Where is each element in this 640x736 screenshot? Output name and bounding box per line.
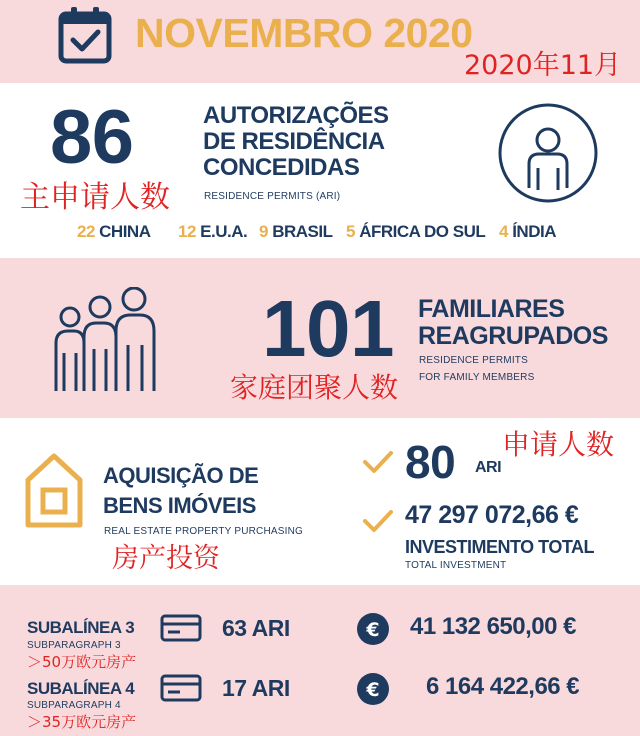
- country-name: BRASIL: [272, 222, 333, 241]
- ari-purchase-label: ARI: [475, 459, 502, 476]
- family-subtitle-line1: RESIDENCE PERMITS: [419, 355, 528, 366]
- real-estate-note-zh: 房产投资: [112, 543, 220, 574]
- page-title-zh: 2020年11月: [464, 50, 622, 81]
- country-count: 12: [178, 222, 196, 241]
- euro-icon: [356, 672, 390, 706]
- subparagraph-note-zh: ＞50万欧元房产: [27, 653, 137, 671]
- ari-purchase-note-zh: 申请人数: [502, 428, 615, 461]
- subparagraph-title: SUBALÍNEA 3: [27, 618, 135, 637]
- country-item-china: [77, 222, 151, 242]
- family-count: 101: [262, 284, 394, 373]
- investment-total: 47 297 072,66 €: [405, 501, 579, 529]
- card-icon: [160, 674, 202, 702]
- card-icon: [160, 614, 202, 642]
- country-count: 22: [77, 222, 95, 241]
- country-name: E.U.A.: [200, 222, 248, 241]
- check-icon: [362, 508, 394, 534]
- real-estate-subtitle: REAL ESTATE PROPERTY PURCHASING: [104, 526, 304, 537]
- euro-icon: [356, 612, 390, 646]
- check-icon: [362, 449, 394, 475]
- country-count: 9: [259, 222, 268, 241]
- country-item-brazil: [259, 222, 332, 242]
- person-icon: [497, 102, 599, 204]
- ari-title-line1: AUTORIZAÇÕES: [203, 102, 389, 129]
- real-estate-title-line1: AQUISIÇÃO DE: [103, 463, 259, 488]
- country-count: 5: [346, 222, 355, 241]
- family-icon: [52, 287, 160, 393]
- subparagraph-sub: SUBPARAGRAPH 3: [27, 640, 121, 651]
- subparagraph-title: SUBALÍNEA 4: [27, 679, 135, 698]
- ari-note-zh: 主申请人数: [20, 180, 170, 215]
- family-title-line2: REAGRUPADOS: [418, 322, 608, 350]
- country-item-south-africa: [346, 222, 485, 242]
- country-name: CHINA: [99, 222, 151, 241]
- calendar-icon: [58, 6, 112, 64]
- ari-title-line3: CONCEDIDAS: [203, 154, 360, 181]
- real-estate-title-line2: BENS IMÓVEIS: [103, 493, 256, 518]
- family-title-line1: FAMILIARES: [418, 295, 565, 323]
- investment-sub: TOTAL INVESTMENT: [405, 560, 507, 571]
- subparagraph-ari: 63 ARI: [222, 615, 290, 641]
- house-icon: [25, 452, 83, 528]
- subparagraph-sub: SUBPARAGRAPH 4: [27, 700, 121, 711]
- investment-label: INVESTIMENTO TOTAL: [405, 537, 595, 557]
- ari-title-line2: DE RESIDÊNCIA: [203, 128, 385, 155]
- family-subtitle-line2: FOR FAMILY MEMBERS: [419, 372, 535, 383]
- ari-count: 86: [50, 95, 134, 180]
- country-count: 4: [499, 222, 508, 241]
- subparagraph-note-zh: ＞35万欧元房产: [27, 713, 137, 731]
- subparagraph-amount: 6 164 422,66 €: [426, 673, 580, 700]
- country-item-india: [499, 222, 556, 242]
- country-name: ÍNDIA: [512, 222, 556, 241]
- svg-text:€: €: [366, 619, 380, 641]
- ari-subtitle: RESIDENCE PERMITS (ARI): [204, 191, 341, 202]
- subparagraph-ari: 17 ARI: [222, 675, 290, 701]
- family-note-zh: 家庭团聚人数: [230, 371, 399, 404]
- country-item-usa: [178, 222, 247, 242]
- page-title: NOVEMBRO 2020: [135, 10, 473, 56]
- country-name: ÁFRICA DO SUL: [359, 222, 486, 241]
- ari-purchase-count: 80: [405, 436, 456, 488]
- subparagraph-amount: 41 132 650,00 €: [410, 613, 576, 640]
- svg-text:€: €: [366, 679, 380, 701]
